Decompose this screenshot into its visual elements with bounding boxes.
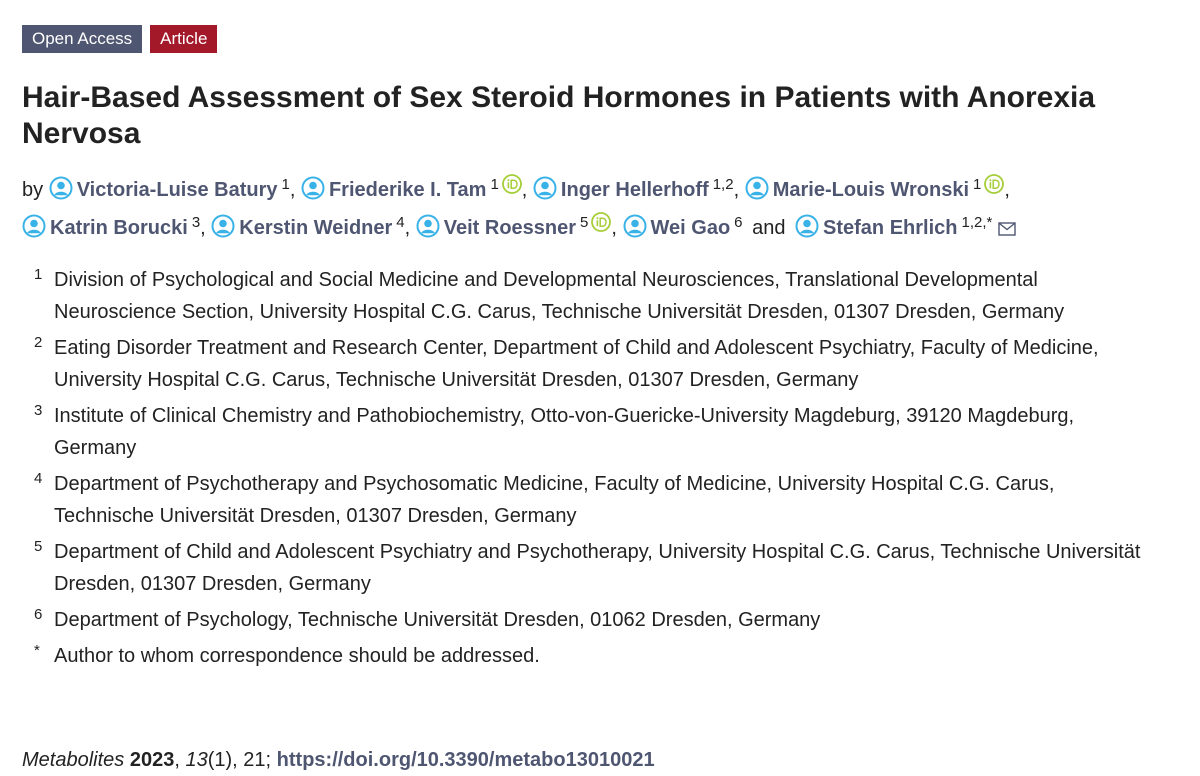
affiliation-item: [34, 400, 1154, 464]
affiliation-number: 1: [34, 266, 43, 283]
author-affiliation-sup: 1,2,*: [961, 214, 993, 231]
author-affiliation-sup: 3: [191, 214, 201, 231]
affiliation-text: Division of Psychological and Social Medicine and Developmental Neurosciences, Translational Developmental Neuroscience Section, University Hospital C.G. Carus, Technische Universität Dresden, 01307 Dresden, Germany: [54, 269, 1065, 323]
affiliations-list: [34, 264, 1154, 676]
author-line-1: [22, 172, 1182, 210]
citation-volume: 13: [185, 749, 208, 771]
author-entry: [416, 214, 617, 239]
author-byline: [22, 172, 1182, 248]
affiliation-number: *: [34, 642, 40, 659]
article-badges: [22, 25, 217, 53]
author-entry: [745, 176, 1010, 201]
affiliation-item: [34, 264, 1154, 328]
person-circle-icon[interactable]: [211, 214, 235, 248]
author-name-link[interactable]: Friederike I. Tam: [328, 179, 487, 201]
affiliation-text: Department of Psychotherapy and Psychosomatic Medicine, Faculty of Medicine, University Hospital C.G. Carus, Technische Universität Dresden, 01307 Dresden, Germany: [54, 473, 1055, 527]
author-affiliation-sup: 1,2: [712, 176, 734, 193]
author-name-link[interactable]: Kerstin Weidner: [239, 217, 393, 239]
author-name-link[interactable]: Veit Roessner: [443, 217, 577, 239]
author-entry: [533, 176, 740, 201]
author-affiliation-sup: 1: [490, 176, 499, 193]
author-affiliation-sup: 4: [396, 214, 405, 231]
affiliation-number: 5: [34, 538, 43, 555]
author-affiliation-sup: 1: [281, 176, 290, 193]
author-name-link[interactable]: Wei Gao: [650, 217, 731, 239]
affiliation-item: [34, 468, 1154, 532]
byline-prefix: by: [22, 179, 44, 201]
affiliation-text: Department of Child and Adolescent Psychiatry and Psychotherapy, University Hospital C.G. Carus, Technische Universität Dresden, 01307 Dresden, Germany: [54, 541, 1141, 595]
citation-issue: (1): [207, 749, 233, 771]
citation-article-number: , 21;: [232, 749, 277, 771]
affiliation-item: [34, 640, 1154, 672]
affiliation-number: 3: [34, 402, 43, 419]
journal-name: Metabolites: [22, 749, 125, 771]
person-circle-icon[interactable]: [416, 214, 440, 248]
affiliation-number: 2: [34, 334, 43, 351]
person-circle-icon[interactable]: [795, 214, 819, 248]
author-separator: ,: [611, 217, 617, 239]
person-circle-icon[interactable]: [22, 214, 46, 248]
orcid-icon[interactable]: [984, 172, 1004, 204]
byline-and: and: [752, 217, 786, 239]
affiliation-text: Eating Disorder Treatment and Research Center, Department of Child and Adolescent Psychiatry, Faculty of Medicine, University Hospital C.G. Carus, Technische Universität Dresden, 01307 Dresden, Germany: [54, 337, 1099, 391]
affiliation-text: Department of Psychology, Technische Universität Dresden, 01062 Dresden, Germany: [54, 609, 821, 631]
author-affiliation-sup: 6: [734, 214, 743, 231]
author-entry: [211, 214, 411, 239]
citation-year: 2023: [129, 749, 175, 771]
affiliation-number: 4: [34, 470, 43, 487]
author-separator: ,: [521, 179, 528, 201]
citation: Metabolites 2023, 13(1), 21; https://doi.org/10.3390/metabo13010021: [22, 749, 655, 771]
author-entry: [623, 214, 743, 239]
author-separator: ,: [404, 217, 411, 239]
author-separator: ,: [200, 217, 206, 239]
open-access-badge[interactable]: Open Access: [22, 25, 142, 53]
affiliation-item: [34, 604, 1154, 636]
author-entry: [22, 214, 206, 239]
author-name-link[interactable]: Stefan Ehrlich: [823, 217, 958, 239]
affiliation-item: [34, 332, 1154, 396]
author-separator: ,: [289, 179, 296, 201]
author-name-link[interactable]: Katrin Borucki: [50, 217, 188, 239]
person-circle-icon[interactable]: [301, 176, 325, 210]
author-entry: [301, 176, 528, 201]
person-circle-icon[interactable]: [745, 176, 769, 210]
author-name-link[interactable]: Inger Hellerhoff: [560, 179, 709, 201]
author-affiliation-sup: 5: [580, 214, 589, 231]
affiliation-number: 6: [34, 606, 43, 623]
author-separator: ,: [733, 179, 740, 201]
author-entry: [795, 214, 1016, 239]
article-type-badge[interactable]: Article: [150, 25, 217, 53]
person-circle-icon[interactable]: [533, 176, 557, 210]
author-name-link[interactable]: Victoria-Luise Batury: [76, 179, 278, 201]
person-circle-icon[interactable]: [49, 176, 73, 210]
doi-link[interactable]: https://doi.org/10.3390/metabo13010021: [276, 749, 655, 771]
author-affiliation-sup: 1: [973, 176, 982, 193]
orcid-icon[interactable]: [591, 210, 611, 242]
envelope-icon[interactable]: [998, 214, 1016, 246]
orcid-icon[interactable]: [502, 172, 522, 204]
author-entry: [49, 176, 296, 201]
article-title: Hair-Based Assessment of Sex Steroid Hormones in Patients with Anorexia Nervosa: [22, 81, 1096, 150]
author-separator: ,: [1004, 179, 1010, 201]
author-name-link[interactable]: Marie-Louis Wronski: [772, 179, 970, 201]
author-line-2: [22, 210, 1182, 248]
affiliation-text: Institute of Clinical Chemistry and Pathobiochemistry, Otto-von-Guericke-University Magdeburg, 39120 Magdeburg, Germany: [54, 405, 1075, 459]
affiliation-item: [34, 536, 1154, 600]
person-circle-icon[interactable]: [623, 214, 647, 248]
affiliation-text: Author to whom correspondence should be addressed.: [54, 645, 540, 667]
